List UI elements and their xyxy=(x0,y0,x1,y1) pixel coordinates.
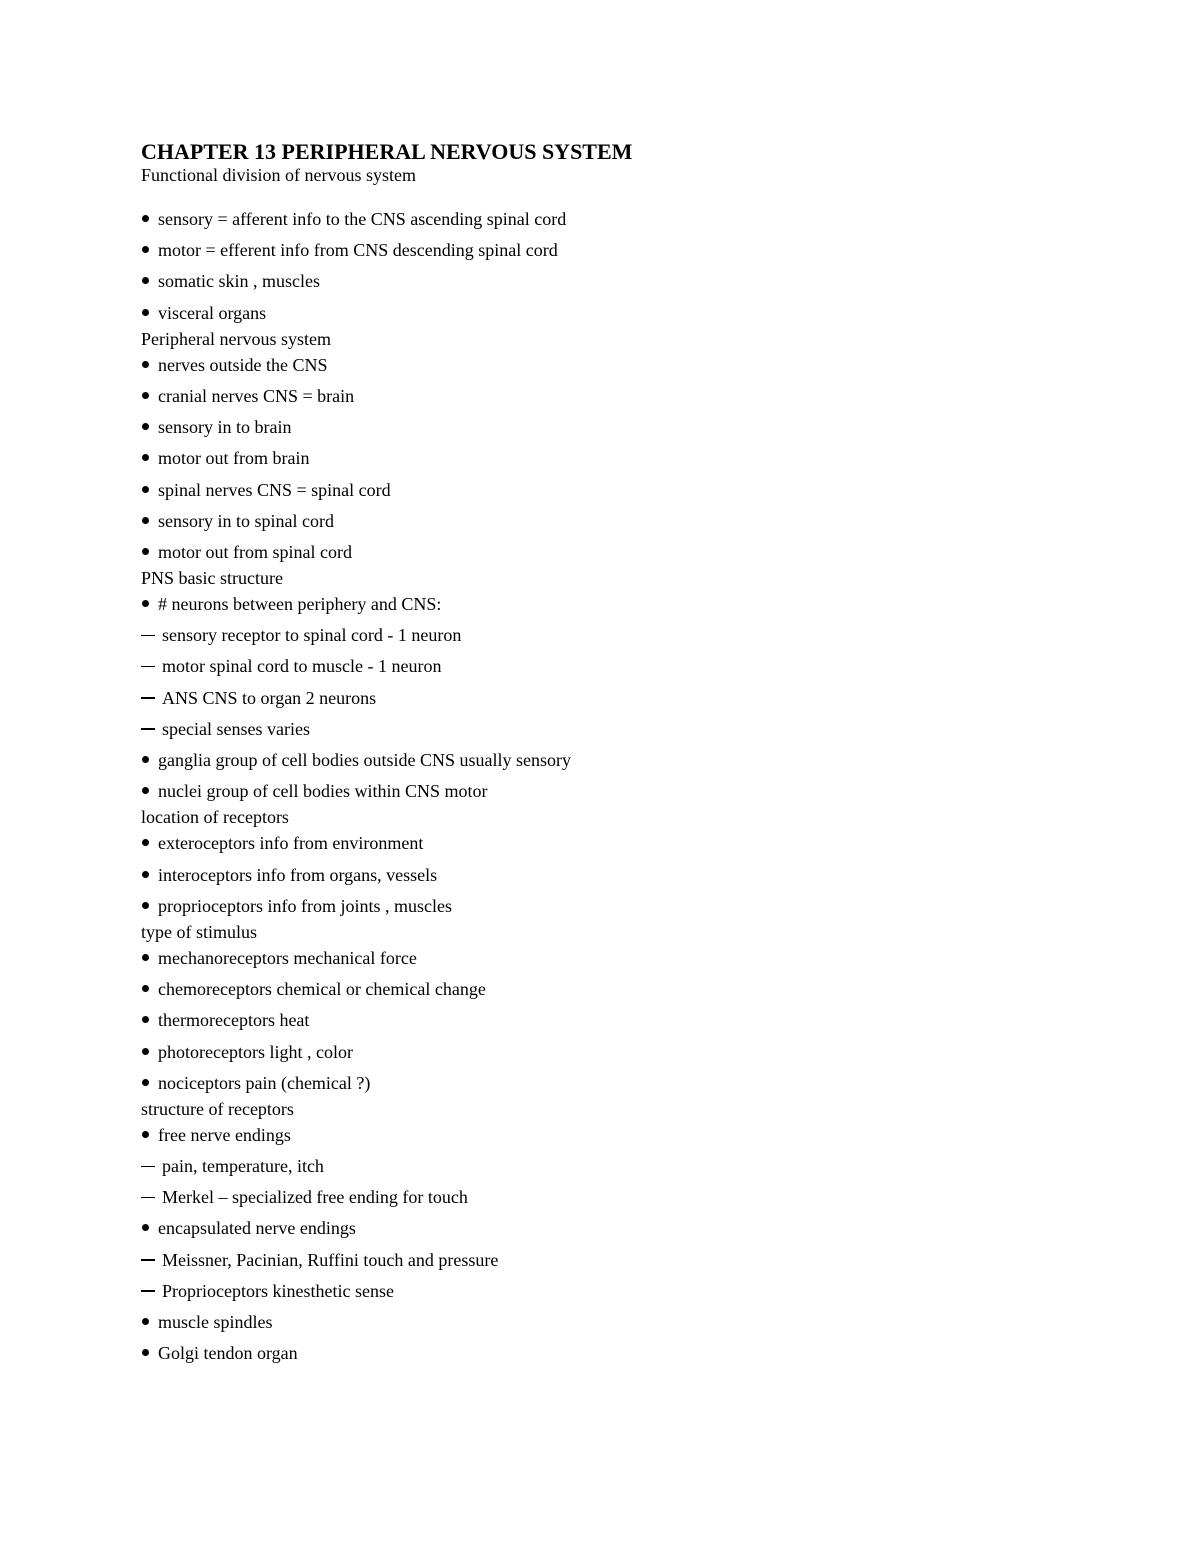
list-item-text: sensory in to brain xyxy=(158,417,292,438)
list-item-text: thermoreceptors heat xyxy=(158,1010,310,1031)
list-item xyxy=(141,1213,1141,1244)
list-item-text: sensory = afferent info to the CNS ascending spinal cord xyxy=(158,209,567,229)
bullet-icon xyxy=(141,943,158,974)
list-item-text: motor out from spinal cord xyxy=(158,541,352,562)
section-heading: structure of receptors xyxy=(141,1098,294,1119)
bullet-icon xyxy=(141,381,158,412)
list-item-text: encapsulated nerve endings xyxy=(158,1218,356,1239)
bullet-icon xyxy=(141,1338,158,1369)
list-item xyxy=(141,860,1141,891)
bullet-icon xyxy=(141,860,158,891)
list-item-text: chemoreceptors chemical or chemical change xyxy=(158,979,486,1000)
bullet-icon xyxy=(141,506,158,537)
list-item-text: Meissner, Pacinian, Ruffini touch and pressure xyxy=(162,1249,499,1270)
list-item xyxy=(141,651,1141,682)
dash-icon xyxy=(141,1182,162,1213)
list-item-text: motor = efferent info from CNS descending spinal cord xyxy=(158,240,558,261)
dash-icon xyxy=(141,1245,162,1276)
list-item-text: visceral organs xyxy=(158,302,267,323)
bullet-icon xyxy=(141,475,158,506)
list-item xyxy=(141,1068,1141,1099)
bullet-icon xyxy=(141,974,158,1005)
list-item-text: pain, temperature, itch xyxy=(162,1156,324,1177)
bullet-icon xyxy=(141,1037,158,1068)
section-heading: location of receptors xyxy=(141,807,289,828)
page-title: CHAPTER 13 PERIPHERAL NERVOUS SYSTEM xyxy=(141,139,633,164)
list-item-text: nerves outside the CNS xyxy=(158,354,328,375)
list-item-text: cranial nerves CNS = brain xyxy=(158,385,355,406)
bullet-icon xyxy=(141,589,158,620)
list-item xyxy=(141,266,1141,297)
bullet-icon xyxy=(141,1120,158,1151)
list-item xyxy=(141,235,1141,266)
list-item xyxy=(141,891,1141,922)
list-item-text: mechanoreceptors mechanical force xyxy=(158,947,417,968)
list-item xyxy=(141,506,1141,537)
list-item xyxy=(141,974,1141,1005)
bullet-icon xyxy=(141,204,158,235)
bullet-icon xyxy=(141,235,158,266)
list-item xyxy=(141,1182,1141,1213)
list-item xyxy=(141,1005,1141,1036)
bullet-icon xyxy=(141,745,158,776)
list-item-text: photoreceptors light , color xyxy=(158,1041,353,1062)
list-item-text: nuclei group of cell bodies within CNS motor xyxy=(158,781,488,802)
bullet-icon xyxy=(141,776,158,807)
list-item xyxy=(141,350,1141,381)
section-heading: Functional division of nervous system xyxy=(141,165,416,185)
list-item-text: motor spinal cord to muscle - 1 neuron xyxy=(162,656,442,677)
list-item xyxy=(141,776,1141,807)
list-item xyxy=(141,828,1141,859)
list-item xyxy=(141,683,1141,714)
list-item-text: sensory in to spinal cord xyxy=(158,510,334,531)
list-item-text: somatic skin , muscles xyxy=(158,271,320,292)
list-item-text: special senses varies xyxy=(162,718,310,739)
dash-icon xyxy=(141,714,162,745)
bullet-icon xyxy=(141,1213,158,1244)
list-item xyxy=(141,620,1141,651)
list-item xyxy=(141,1338,1141,1369)
list-item xyxy=(141,298,1141,329)
list-item xyxy=(141,1037,1141,1068)
list-item xyxy=(141,1307,1141,1338)
bullet-icon xyxy=(141,298,158,329)
list-item xyxy=(141,943,1141,974)
list-item xyxy=(141,1120,1141,1151)
bullet-icon xyxy=(141,537,158,568)
bullet-icon xyxy=(141,828,158,859)
list-item xyxy=(141,714,1141,745)
section-heading: Peripheral nervous system xyxy=(141,328,331,349)
list-item-text: ganglia group of cell bodies outside CNS usually sensory xyxy=(158,750,571,770)
bullet-icon xyxy=(141,412,158,443)
list-item-text: sensory receptor to spinal cord - 1 neuron xyxy=(162,625,462,646)
dash-icon xyxy=(141,620,162,651)
list-item-text: muscle spindles xyxy=(158,1312,273,1332)
dash-icon xyxy=(141,1151,162,1182)
list-item xyxy=(141,475,1141,506)
list-item-text: exteroceptors info from environment xyxy=(158,833,424,854)
bullet-icon xyxy=(141,1005,158,1036)
list-item xyxy=(141,412,1141,443)
list-item-text: # neurons between periphery and CNS: xyxy=(158,594,442,615)
list-item-text: nociceptors pain (chemical ?) xyxy=(158,1072,371,1093)
list-item xyxy=(141,1245,1141,1276)
list-item-text: Merkel – specialized free ending for touch xyxy=(162,1187,468,1208)
list-item-text: proprioceptors info from joints , muscles xyxy=(158,895,452,916)
list-item-text: Proprioceptors kinesthetic sense xyxy=(162,1280,394,1301)
bullet-icon xyxy=(141,891,158,922)
list-item xyxy=(141,1151,1141,1182)
bullet-icon xyxy=(141,443,158,474)
list-item xyxy=(141,381,1141,412)
list-item xyxy=(141,745,1141,776)
dash-icon xyxy=(141,651,162,682)
bullet-icon xyxy=(141,266,158,297)
list-item xyxy=(141,204,1141,235)
list-item-text: free nerve endings xyxy=(158,1124,291,1145)
list-item-text: spinal nerves CNS = spinal cord xyxy=(158,479,391,500)
list-item xyxy=(141,589,1141,620)
dash-icon xyxy=(141,683,162,714)
list-item-text: ANS CNS to organ 2 neurons xyxy=(162,687,377,708)
list-item xyxy=(141,537,1141,568)
list-item-text: motor out from brain xyxy=(158,448,310,469)
list-item-text: Golgi tendon organ xyxy=(158,1343,298,1364)
section-heading: PNS basic structure xyxy=(141,568,283,589)
section-heading: type of stimulus xyxy=(141,921,257,942)
bullet-icon xyxy=(141,350,158,381)
dash-icon xyxy=(141,1276,162,1307)
document-body xyxy=(141,165,1141,1369)
list-item-text: interoceptors info from organs, vessels xyxy=(158,864,438,885)
document-page xyxy=(141,139,1141,1369)
list-item xyxy=(141,1276,1141,1307)
bullet-icon xyxy=(141,1068,158,1099)
list-item xyxy=(141,443,1141,474)
bullet-icon xyxy=(141,1307,158,1338)
